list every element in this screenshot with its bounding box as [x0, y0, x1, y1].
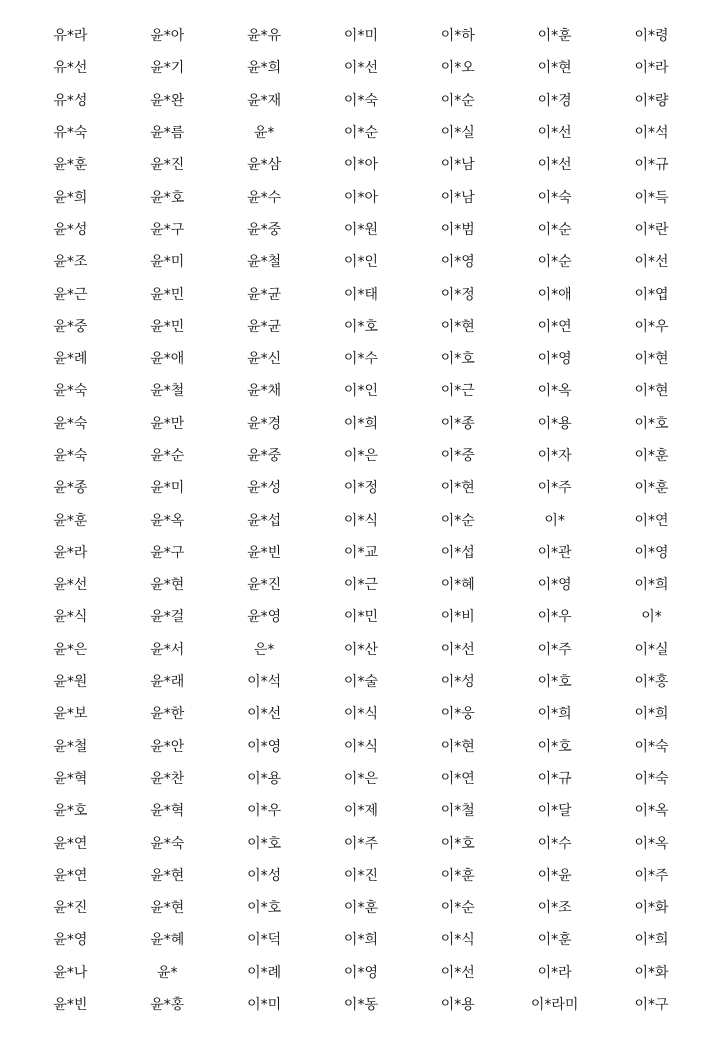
name-row — [22, 278, 700, 310]
masked-name-cell: 이*식 — [343, 706, 378, 723]
masked-name-cell: 윤*현 — [150, 577, 185, 594]
masked-name-cell: 윤*순 — [150, 448, 185, 464]
masked-name-cell: 이*영 — [634, 544, 669, 561]
masked-name-cell: 이*례 — [247, 964, 282, 981]
masked-name-cell: 이*달 — [537, 803, 572, 820]
masked-name-cell: 윤*희 — [53, 189, 88, 206]
masked-name-cell: 이*술 — [343, 674, 378, 691]
masked-name-cell: 윤*식 — [53, 609, 88, 626]
masked-name-cell: 이*주 — [537, 480, 572, 497]
masked-name-cell: 이*식 — [343, 512, 378, 529]
masked-name-cell: 유*라 — [53, 28, 88, 45]
masked-name-cell: 윤*근 — [53, 286, 88, 303]
masked-name-cell: 이*희 — [537, 706, 572, 723]
masked-name-cell: 이*훈 — [440, 867, 475, 884]
masked-name-cell: 윤*진 — [53, 900, 88, 917]
masked-name-cell: 이*석 — [247, 674, 282, 691]
masked-name-cell: 이*현 — [634, 351, 669, 368]
masked-name-cell: 이*연 — [634, 512, 669, 529]
masked-name-cell: 이*비 — [440, 609, 475, 626]
masked-name-cell: 윤*미 — [150, 480, 185, 497]
masked-name-cell: 윤*옥 — [150, 512, 185, 529]
masked-name-cell: 이*은 — [343, 770, 378, 787]
masked-name-cell: 윤*삼 — [247, 157, 282, 174]
masked-name-cell: 이*자 — [537, 448, 572, 464]
masked-name-cell: 이*호 — [440, 351, 475, 368]
name-row — [22, 472, 700, 504]
name-row — [22, 311, 700, 343]
masked-name-cell: 이*순 — [343, 125, 378, 142]
masked-name-cell: 이*희 — [343, 415, 378, 432]
masked-name-cell: 윤*중 — [247, 221, 282, 238]
masked-name-cell: 이*용 — [537, 415, 572, 432]
masked-name-cell: 윤*애 — [150, 351, 185, 368]
masked-name-cell: 이*라미 — [530, 997, 579, 1014]
masked-name-cell: 이*희 — [634, 932, 669, 949]
masked-name-cell: 윤*호 — [150, 189, 185, 206]
masked-name-cell: 이*중 — [440, 448, 475, 464]
masked-name-cell: 윤*민 — [150, 286, 185, 303]
masked-name-cell: 이*우 — [247, 803, 282, 820]
masked-name-cell: 윤*진 — [247, 577, 282, 594]
masked-name-cell: 유*선 — [53, 60, 88, 77]
masked-name-cell: 이*아 — [343, 189, 378, 206]
masked-name-cell: 이*덕 — [247, 932, 282, 949]
masked-name-cell: 이*연 — [537, 318, 572, 335]
masked-name-cell: 이*훈 — [634, 448, 669, 464]
masked-name-cell: 이*수 — [537, 835, 572, 852]
name-row — [22, 181, 700, 213]
masked-name-cell: 윤*중 — [247, 448, 282, 464]
masked-name-cell: 이*주 — [343, 835, 378, 852]
name-row — [22, 795, 700, 827]
masked-name-cell: 이*정 — [440, 286, 475, 303]
masked-name-cell: 이*훈 — [343, 900, 378, 917]
masked-name-cell: 이*선 — [537, 125, 572, 142]
name-row — [22, 957, 700, 989]
masked-name-cell: 윤*진 — [150, 157, 185, 174]
name-row — [22, 827, 700, 859]
masked-name-cell: 이*오 — [440, 60, 475, 77]
masked-name-cell: 윤*신 — [247, 351, 282, 368]
masked-name-cell: 이*현 — [537, 60, 572, 77]
masked-name-cell: 이*호 — [440, 835, 475, 852]
masked-name-cell: 이*영 — [440, 254, 475, 271]
masked-name-cell: 이*혜 — [440, 577, 475, 594]
masked-name-cell: 이*호 — [247, 835, 282, 852]
masked-name-cell: 윤*현 — [150, 867, 185, 884]
masked-name-cell: 이*순 — [537, 221, 572, 238]
masked-name-cell: 윤* — [157, 964, 178, 981]
masked-name-cell: 이*호 — [634, 415, 669, 432]
masked-name-cell: 이*선 — [247, 706, 282, 723]
masked-name-cell: 이*실 — [634, 641, 669, 658]
masked-name-cell: 윤*연 — [53, 835, 88, 852]
masked-name-cell: 이*호 — [537, 674, 572, 691]
masked-name-table — [22, 20, 700, 1021]
masked-name-cell: 이*홍 — [634, 674, 669, 691]
masked-name-cell: 이*철 — [440, 803, 475, 820]
masked-name-cell: 윤*선 — [53, 577, 88, 594]
masked-name-cell: 이*선 — [440, 964, 475, 981]
masked-name-cell: 이*경 — [537, 92, 572, 109]
masked-name-cell: 이*득 — [634, 189, 669, 206]
masked-name-cell: 윤*성 — [247, 480, 282, 497]
masked-name-cell: 이*영 — [537, 351, 572, 368]
masked-name-cell: 이*옥 — [537, 383, 572, 400]
masked-name-cell: 이*은 — [343, 448, 378, 464]
masked-name-cell: 윤*재 — [247, 92, 282, 109]
name-row — [22, 989, 700, 1021]
masked-name-cell: 윤*균 — [247, 286, 282, 303]
masked-name-cell: 윤*홍 — [150, 997, 185, 1014]
masked-name-cell: 윤*숙 — [53, 415, 88, 432]
masked-name-cell: 윤*경 — [247, 415, 282, 432]
masked-name-cell: 이*용 — [247, 770, 282, 787]
masked-name-cell: 이*식 — [440, 932, 475, 949]
masked-name-cell: 윤*례 — [53, 351, 88, 368]
masked-name-cell: 윤*영 — [53, 932, 88, 949]
masked-name-cell: 윤*철 — [150, 383, 185, 400]
name-row — [22, 537, 700, 569]
masked-name-cell: 이*웅 — [440, 706, 475, 723]
name-row — [22, 924, 700, 956]
masked-name-cell: 이*식 — [343, 738, 378, 755]
name-row — [22, 20, 700, 52]
name-row — [22, 698, 700, 730]
masked-name-cell: 윤*완 — [150, 92, 185, 109]
masked-name-cell: 이*희 — [634, 577, 669, 594]
masked-name-cell: 이*인 — [343, 254, 378, 271]
masked-name-cell: 윤* — [253, 125, 275, 142]
masked-name-cell: 윤*성 — [53, 221, 88, 238]
masked-name-cell: 이*라 — [634, 60, 669, 77]
masked-name-cell: 이*훈 — [537, 932, 572, 949]
masked-name-cell: 이*민 — [343, 609, 378, 626]
name-row — [22, 634, 700, 666]
masked-name-cell: 윤*미 — [150, 254, 185, 271]
masked-name-cell: 이*현 — [634, 383, 669, 400]
masked-name-cell: 이*산 — [343, 641, 378, 658]
name-row — [22, 892, 700, 924]
masked-name-cell: 윤*만 — [150, 415, 185, 432]
masked-name-cell: 이*엽 — [634, 286, 669, 303]
masked-name-cell: 이*훈 — [634, 480, 669, 497]
masked-name-cell: 이*현 — [440, 480, 475, 497]
masked-name-cell: 이*애 — [537, 286, 572, 303]
masked-name-cell: 이*태 — [343, 286, 378, 303]
masked-name-cell: 이*윤 — [537, 867, 572, 884]
masked-name-cell: 이* — [544, 512, 565, 529]
masked-name-cell: 이*성 — [440, 674, 475, 691]
masked-name-cell: 유*성 — [53, 92, 88, 109]
masked-name-cell: 이*옥 — [634, 803, 669, 820]
masked-name-cell: 윤*원 — [53, 674, 88, 691]
masked-name-cell: 윤*민 — [150, 318, 185, 335]
masked-name-cell: 이*호 — [343, 318, 378, 335]
masked-name-cell: 이*선 — [537, 157, 572, 174]
masked-name-cell: 이*성 — [247, 867, 282, 884]
masked-name-cell: 이*주 — [537, 641, 572, 658]
name-row — [22, 246, 700, 278]
masked-name-cell: 이*호 — [537, 738, 572, 755]
masked-name-cell: 이*원 — [343, 221, 378, 238]
masked-name-cell: 이*석 — [634, 125, 669, 142]
masked-name-cell: 이*희 — [634, 706, 669, 723]
name-row — [22, 440, 700, 472]
masked-name-cell: 윤*은 — [53, 641, 88, 658]
masked-name-cell: 윤*숙 — [150, 835, 185, 852]
masked-name-cell: 윤*빈 — [53, 997, 88, 1014]
masked-name-cell: 이*용 — [440, 997, 475, 1014]
masked-name-cell: 이*실 — [440, 125, 475, 142]
masked-name-cell: 윤*름 — [150, 125, 185, 142]
masked-name-cell: 이*규 — [634, 157, 669, 174]
masked-name-cell: 이*란 — [634, 221, 669, 238]
masked-name-cell: 이*남 — [440, 189, 475, 206]
masked-name-cell: 윤*중 — [53, 318, 88, 335]
masked-name-cell: 이*순 — [440, 900, 475, 917]
name-row — [22, 504, 700, 536]
masked-name-cell: 윤*래 — [150, 674, 185, 691]
masked-name-cell: 이*숙 — [343, 92, 378, 109]
masked-name-cell: 이*량 — [634, 92, 669, 109]
masked-name-cell: 윤*혁 — [53, 770, 88, 787]
masked-name-cell: 이*현 — [440, 738, 475, 755]
masked-name-cell: 이*라 — [537, 964, 572, 981]
masked-name-cell: 이*근 — [440, 383, 475, 400]
masked-name-cell: 이*아 — [343, 157, 378, 174]
masked-name-cell: 이*동 — [343, 997, 378, 1014]
masked-name-cell: 윤*구 — [150, 221, 185, 238]
masked-name-cell: 이*수 — [343, 351, 378, 368]
masked-name-cell: 윤*유 — [247, 28, 282, 45]
masked-name-cell: 이*숙 — [537, 189, 572, 206]
masked-name-cell: 윤*희 — [247, 60, 282, 77]
masked-name-cell: 윤*걸 — [150, 609, 185, 626]
masked-name-cell: 윤*기 — [150, 60, 185, 77]
masked-name-cell: 이*우 — [634, 318, 669, 335]
masked-name-cell: 윤*섭 — [247, 512, 282, 529]
name-row — [22, 117, 700, 149]
masked-name-cell: 윤*혜 — [150, 932, 185, 949]
masked-name-cell: 이*범 — [440, 221, 475, 238]
masked-name-cell: 이*선 — [343, 60, 378, 77]
masked-name-cell: 윤*안 — [150, 738, 185, 755]
masked-name-cell: 윤*보 — [53, 706, 88, 723]
masked-name-cell: 이*옥 — [634, 835, 669, 852]
masked-name-cell: 이*호 — [247, 900, 282, 917]
name-row — [22, 860, 700, 892]
masked-name-cell: 윤*나 — [53, 964, 88, 981]
masked-name-cell: 이*희 — [343, 932, 378, 949]
masked-name-cell: 윤*훈 — [53, 512, 88, 529]
masked-name-cell: 이*섭 — [440, 544, 475, 561]
masked-name-cell: 윤*찬 — [150, 770, 185, 787]
masked-name-cell: 이*령 — [634, 28, 669, 45]
masked-name-cell: 이*순 — [537, 254, 572, 271]
name-row — [22, 85, 700, 117]
masked-name-cell: 이*영 — [343, 964, 378, 981]
name-row — [22, 601, 700, 633]
masked-name-cell: 윤*철 — [53, 738, 88, 755]
name-row — [22, 763, 700, 795]
masked-name-cell: 윤*영 — [247, 609, 282, 626]
masked-name-cell: 이*근 — [343, 577, 378, 594]
masked-name-cell: 윤*수 — [247, 189, 282, 206]
masked-name-cell: 이*연 — [440, 770, 475, 787]
masked-name-cell: 윤*훈 — [53, 157, 88, 174]
masked-name-cell: 이*화 — [634, 900, 669, 917]
name-row — [22, 52, 700, 84]
masked-name-cell: 윤*서 — [150, 641, 185, 658]
masked-name-cell: 윤*현 — [150, 900, 185, 917]
name-row — [22, 666, 700, 698]
masked-name-cell: 윤*균 — [247, 318, 282, 335]
masked-name-cell: 윤*호 — [53, 803, 88, 820]
masked-name-cell: 이*순 — [440, 92, 475, 109]
masked-name-cell: 윤*숙 — [53, 383, 88, 400]
masked-name-cell: 이*주 — [634, 867, 669, 884]
masked-name-cell: 윤*연 — [53, 867, 88, 884]
masked-name-cell: 윤*구 — [150, 544, 185, 561]
masked-name-cell: 이*영 — [537, 577, 572, 594]
name-row — [22, 375, 700, 407]
masked-name-cell: 윤*혁 — [150, 803, 185, 820]
masked-name-cell: 이*진 — [343, 867, 378, 884]
masked-name-cell: 이*규 — [537, 770, 572, 787]
masked-name-cell: 윤*채 — [247, 383, 282, 400]
masked-name-cell: 윤*철 — [247, 254, 282, 271]
masked-name-cell: 이*훈 — [537, 28, 572, 45]
masked-name-cell: 이*숙 — [634, 738, 669, 755]
masked-name-table-body — [22, 20, 700, 1021]
masked-name-cell: 유*숙 — [53, 125, 88, 142]
masked-name-cell: 이*미 — [343, 28, 378, 45]
name-row — [22, 408, 700, 440]
masked-name-cell: 이*인 — [343, 383, 378, 400]
masked-name-cell: 윤*라 — [53, 544, 88, 561]
masked-name-cell: 이*하 — [440, 28, 475, 45]
masked-name-cell: 이*현 — [440, 318, 475, 335]
masked-name-cell: 이*우 — [537, 609, 572, 626]
masked-name-cell: 이*화 — [634, 964, 669, 981]
masked-name-cell: 이*제 — [343, 803, 378, 820]
masked-name-cell: 이*구 — [634, 997, 669, 1014]
masked-name-cell: 이*남 — [440, 157, 475, 174]
masked-name-cell: 윤*종 — [53, 480, 88, 497]
masked-name-cell: 윤*숙 — [53, 448, 88, 464]
masked-name-cell: 이*교 — [343, 544, 378, 561]
masked-name-cell: 이*관 — [537, 544, 572, 561]
name-row — [22, 343, 700, 375]
masked-name-cell: 이*정 — [343, 480, 378, 497]
name-row — [22, 731, 700, 763]
masked-name-cell: 이*종 — [440, 415, 475, 432]
masked-name-cell: 은* — [253, 641, 275, 658]
name-row — [22, 149, 700, 181]
masked-name-cell: 이*조 — [537, 900, 572, 917]
masked-name-cell: 이*영 — [247, 738, 282, 755]
masked-name-cell: 이*선 — [634, 254, 669, 271]
masked-name-cell: 이*숙 — [634, 770, 669, 787]
masked-name-cell: 윤*조 — [53, 254, 88, 271]
name-row — [22, 214, 700, 246]
masked-name-cell: 이*선 — [440, 641, 475, 658]
masked-name-cell: 이* — [641, 609, 662, 626]
masked-name-cell: 이*순 — [440, 512, 475, 529]
masked-name-cell: 이*미 — [247, 997, 282, 1014]
masked-name-cell: 윤*아 — [150, 28, 185, 45]
masked-name-cell: 윤*한 — [150, 706, 185, 723]
masked-name-cell: 윤*빈 — [247, 544, 282, 561]
name-row — [22, 569, 700, 601]
